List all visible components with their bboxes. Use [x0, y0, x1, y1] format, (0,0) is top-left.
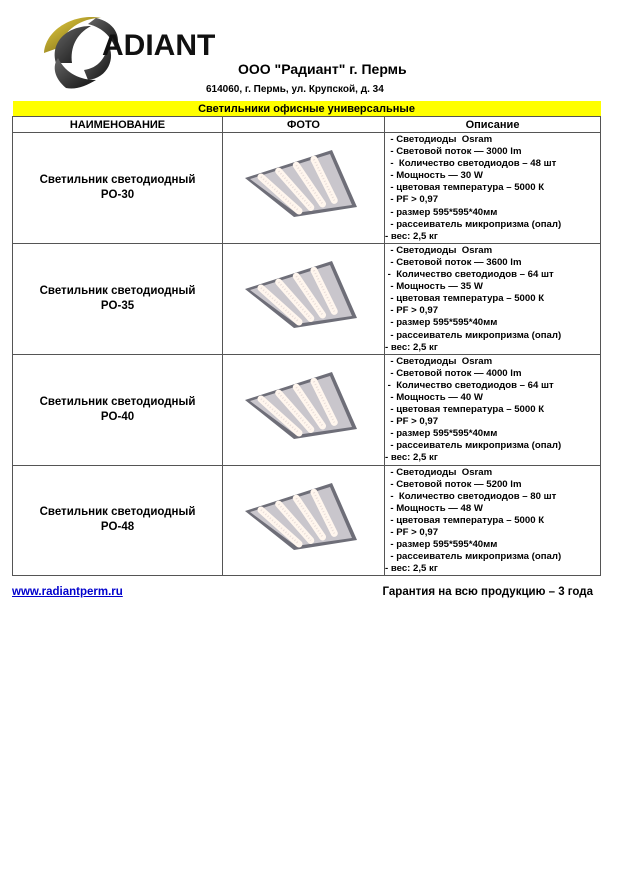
spec-line: - Количество светодиодов – 48 шт [385, 158, 557, 170]
table-row [13, 354, 601, 465]
spec-line: - Мощность — 30 W [385, 170, 483, 182]
product-photo-cell [223, 465, 385, 576]
table-title: Светильники офисные универсальные [13, 101, 601, 117]
spec-line: - Светодиоды Osram [385, 466, 493, 478]
spec-line: - PF > 0,97 [385, 194, 439, 206]
product-photo [239, 367, 369, 447]
spec-line: - Количество светодиодов – 64 шт [385, 379, 554, 391]
warranty-text: Гарантия на всю продукцию – 3 года [382, 586, 593, 598]
product-description [385, 133, 601, 244]
spec-line: - Световой поток — 3000 lm [385, 146, 522, 158]
spec-line: - цветовая температура – 5000 К [385, 514, 545, 526]
company-address: 614060, г. Пермь, ул. Крупской, д. 34 [206, 84, 384, 95]
spec-line: - Световой поток — 5200 lm [385, 478, 522, 490]
product-name-line: Светильник светодиодный [39, 173, 196, 186]
product-description [385, 465, 601, 576]
spec-line: - вес: 2,5 кг [385, 230, 438, 242]
table-row [13, 243, 601, 354]
spec-line: - Мощность — 40 W [385, 391, 483, 403]
spec-line: - размер 595*595*40мм [385, 317, 498, 329]
column-header-name: НАИМЕНОВАНИЕ [13, 117, 223, 133]
spec-line: - вес: 2,5 кг [385, 563, 438, 575]
spec-line: - Световой поток — 3600 lm [385, 256, 522, 268]
spec-line: - PF > 0,97 [385, 527, 439, 538]
product-photo-cell [223, 354, 385, 465]
product-photo-cell [223, 133, 385, 244]
website-link[interactable]: www.radiantperm.ru [12, 586, 123, 598]
product-description [385, 354, 601, 465]
product-name [13, 465, 223, 576]
product-name [13, 354, 223, 465]
spec-line: - рассеиватель микропризма (опал) [385, 329, 562, 341]
spec-line: - вес: 2,5 кг [385, 341, 438, 353]
product-photo [239, 478, 369, 558]
spec-line: - рассеиватель микропризма (опал) [385, 218, 562, 230]
product-name [13, 243, 223, 354]
spec-line: - цветовая температура – 5000 К [385, 182, 545, 194]
product-photo [239, 256, 369, 336]
spec-line: - PF > 0,97 [385, 305, 439, 317]
product-name-line: Светильник светодиодный [39, 284, 196, 297]
company-name: ООО "Радиант" г. Пермь [238, 61, 407, 77]
spec-line: - рассеиватель микропризма (опал) [385, 551, 562, 563]
spec-line: - цветовая температура – 5000 К [385, 293, 545, 305]
column-header-photo: ФОТО [223, 117, 385, 133]
spec-line: - PF > 0,97 [385, 416, 439, 428]
spec-line: - размер 595*595*40мм [385, 206, 498, 218]
spec-line: - цветовая температура – 5000 К [385, 404, 545, 416]
product-description [385, 243, 601, 354]
spec-line: - Световой поток — 4000 lm [385, 367, 522, 379]
product-model: PO-40 [100, 410, 135, 423]
spec-line: - Светодиоды Osram [385, 134, 493, 145]
logo-text: ADIANT [102, 29, 216, 62]
spec-line: - Количество светодиодов – 80 шт [385, 490, 557, 502]
spec-line: - Количество светодиодов – 64 шт [385, 269, 554, 281]
product-name-line: Светильник светодиодный [39, 395, 196, 408]
table-row [13, 465, 601, 576]
product-model: PO-35 [100, 299, 135, 312]
product-model: PO-30 [100, 188, 135, 201]
spec-line: - Светодиоды Osram [385, 355, 493, 367]
product-photo [239, 145, 369, 225]
spec-line: - Мощность — 48 W [385, 502, 483, 514]
product-name [13, 133, 223, 244]
spec-line: - Светодиоды Osram [385, 244, 493, 256]
spec-line: - размер 595*595*40мм [385, 539, 498, 551]
spec-line: - размер 595*595*40мм [385, 428, 498, 440]
product-photo-cell [223, 243, 385, 354]
spec-line: - Мощность — 35 W [385, 281, 483, 293]
table-row [13, 133, 601, 244]
product-table [12, 101, 601, 576]
spec-line: - рассеиватель микропризма (опал) [385, 440, 562, 452]
spec-line: - вес: 2,5 кг [385, 452, 438, 464]
column-header-description: Описание [385, 117, 601, 133]
product-model: PO-48 [100, 521, 135, 534]
product-name-line: Светильник светодиодный [39, 506, 196, 519]
